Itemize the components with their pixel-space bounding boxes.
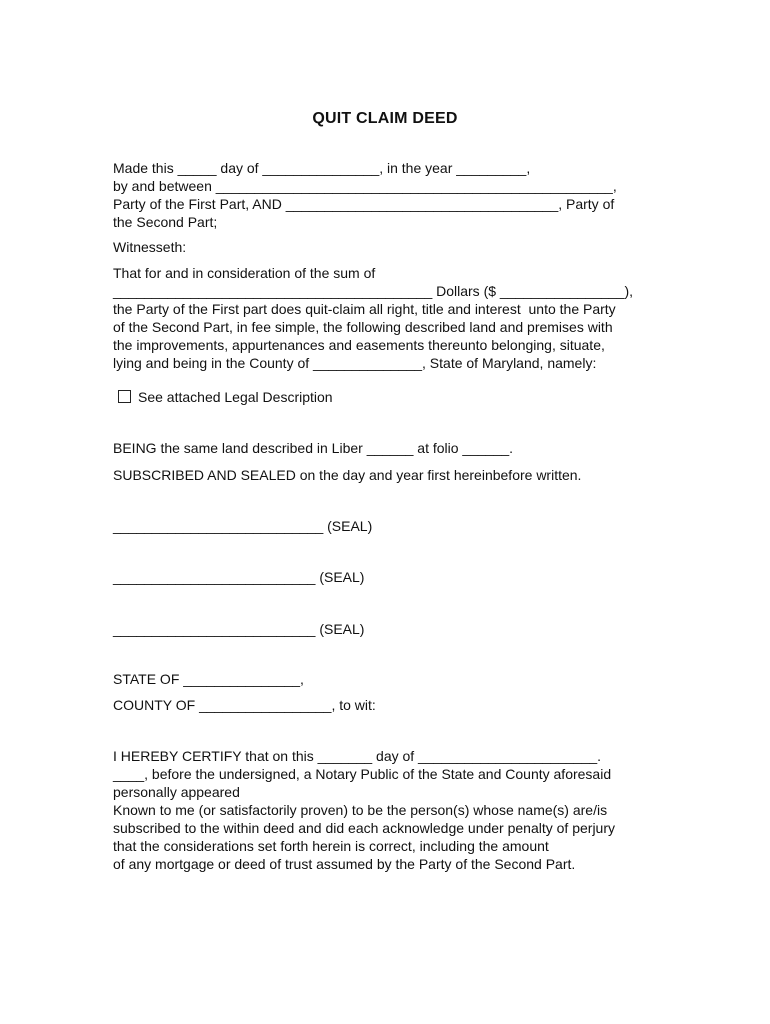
intro-line-1: Made this _____ day of _______________, in the year _________,: [113, 160, 531, 176]
consideration-line-2: _________________________________________ Dollars ($ ________________),: [113, 283, 634, 299]
seal-line-1: ___________________________ (SEAL): [113, 518, 373, 534]
subscribed-clause: SUBSCRIBED AND SEALED on the day and year first hereinbefore written.: [113, 467, 582, 483]
legal-description-label: See attached Legal Description: [138, 389, 333, 405]
seal-line-2: __________________________ (SEAL): [113, 569, 365, 585]
certify-line-5: subscribed to the within deed and did each acknowledge under penalty of perjury: [113, 820, 615, 836]
consideration-line-6: lying and being in the County of ______________, State of Maryland, namely:: [113, 355, 597, 371]
certify-line-4: Known to me (or satisfactorily proven) to be the person(s) whose name(s) are/is: [113, 802, 608, 818]
legal-description-checkbox[interactable]: [118, 390, 131, 403]
certify-line-3: personally appeared: [113, 784, 240, 800]
county-line: COUNTY OF _________________, to wit:: [113, 697, 376, 713]
consideration-line-1: That for and in consideration of the sum of: [113, 265, 376, 281]
intro-line-4: the Second Part;: [113, 214, 218, 230]
being-clause: BEING the same land described in Liber ______ at folio ______.: [113, 440, 514, 456]
intro-line-2: by and between ___________________________________________________,: [113, 178, 617, 194]
state-line: STATE OF _______________,: [113, 671, 304, 687]
certify-line-6: that the considerations set forth herein is correct, including the amount: [113, 838, 549, 854]
certify-line-7: of any mortgage or deed of trust assumed by the Party of the Second Part.: [113, 856, 576, 872]
consideration-line-4: of the Second Part, in fee simple, the following described land and premises with: [113, 319, 613, 335]
seal-line-3: __________________________ (SEAL): [113, 621, 365, 637]
witnesseth-label: Witnesseth:: [113, 239, 187, 255]
consideration-line-3: the Party of the First part does quit-claim all right, title and interest unto the Party: [113, 301, 616, 317]
intro-line-3: Party of the First Part, AND ___________________________________, Party of: [113, 196, 615, 212]
certify-line-1: I HEREBY CERTIFY that on this _______ day of _______________________.: [113, 748, 602, 764]
consideration-line-5: the improvements, appurtenances and easements thereunto belonging, situate,: [113, 337, 605, 353]
certify-line-2: ____, before the undersigned, a Notary Public of the State and County aforesaid: [113, 766, 612, 782]
document-title: QUIT CLAIM DEED: [312, 110, 458, 127]
